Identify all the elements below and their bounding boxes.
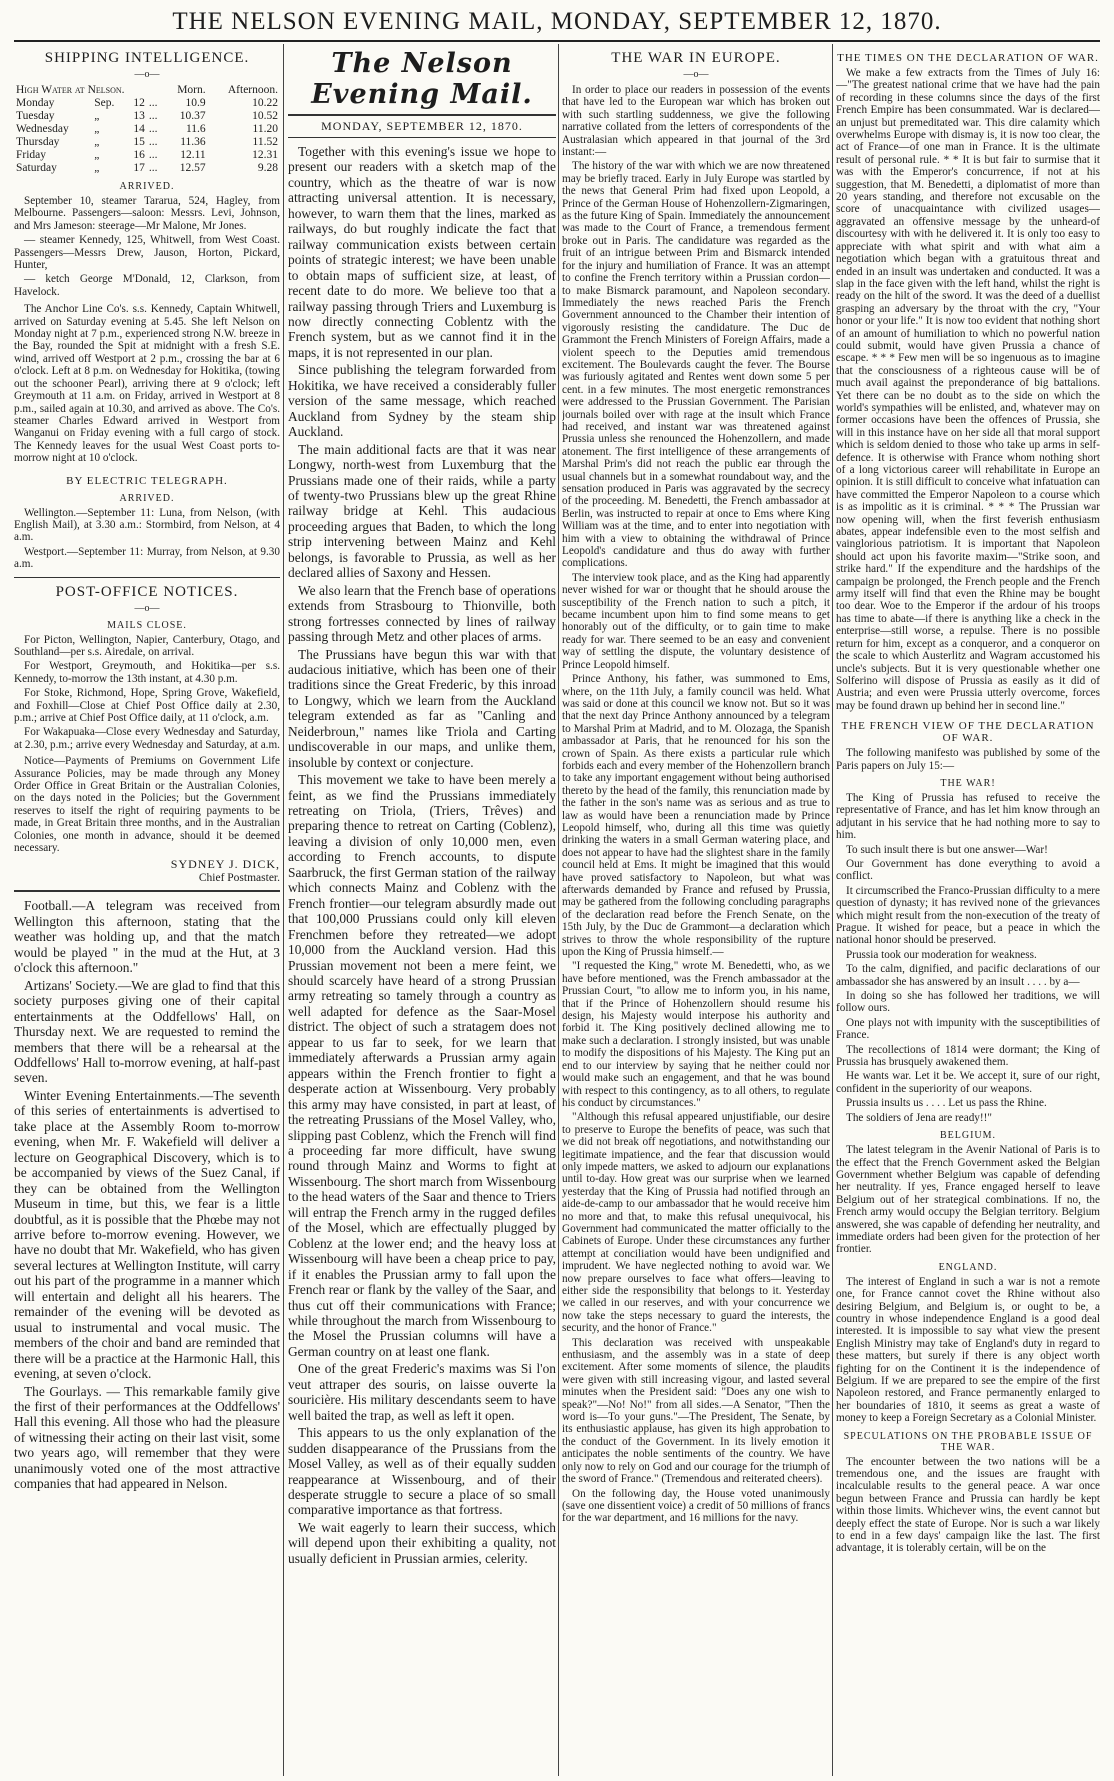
manifesto-paragraph: In doing so she has followed her traditions, we will follow ours. [836, 990, 1100, 1015]
local-news-item: Artizans' Society.—We are glad to find that this society purposes giving one of their capital entertainments at the Oddfellows' Hall, on Thursday next. We are requested to remind the members that there will be a rehearsal at the Oddfellows' Hall to-morrow evening, at half-past seven. [14, 977, 280, 1086]
arrival-item: — ketch George M'Donald, 12, Clarkson, from Havelock. [14, 273, 280, 298]
tide-month: Sep. [94, 97, 115, 109]
local-news-item: Football.—A telegram was received from Wellington this afternoon, stating that the weather was holding up, and that the match would be played " in the mud at the Hut, at 3 o'clock this afternoon." [14, 898, 280, 976]
telegraph-item: Wellington.—September 11: Luna, from Nelson, (with English Mail), at 3.30 a.m.: Stormbird, from Nelson, at 4 a.m. [14, 506, 280, 544]
speculations-heading: SPECULATIONS ON THE PROBABLE ISSUE OF THE WAR. [843, 1430, 1093, 1453]
manifesto-paragraph: The soldiers of Jena are ready!!" [846, 1111, 992, 1124]
telegraph-arrived-heading: ARRIVED. [119, 492, 175, 504]
war-paragraph: The history of the war with which we are now threatened may be briefly traced. Early in July Europe was startled by the news that General Prim had fixed upon Leopold, a Prince of the German House of Hohenzollern-Zigmaringen, as the future King of Spain. Immediately the announcement was made to the Court of France, a tremendous ferment broke out in Paris. The candidature was regarded as the fruit of an intrigue between Prim and Bismarck intended for the injury and humiliation of France. It was an attempt to confine the French territory within a Prussian cordon—to make Bismarck paramount, and Napoleon secondary. Immediately the news reached Paris the French Government announced to the Chamber their intention of vigorously resisting the candidature. The Duc de Grammont the French Ministers of Foreign Affairs, made a violent speech to the Deputies amid tremendous excitement. The Boulevards caught the fever. The Bourse was furiously agitated and Rentes went down some 5 per cent. in a few minutes. The most energetic remonstrances were addressed to the Prussian Government. The Parisian journals boiled over with rage at the insult which France had received, and instant war was threatened against Prussia unless she renounced the Hohenzollern, and made atonement. The first intelligence of these arrangements of Marshal Prim's did not reach the public ear through the usual channels but in a somewhat roundabout way, and the sensation produced in Paris was aggravated by the secrecy of the proceeding. M. Benedetti, the French ambassador at Berlin, was instructed to repair at once to Ems where King William was at the time, and to enter into negotiation with him with a view to obtaining the withdrawal of Prince Leopold's candidature and thus do away with further complications. [562, 160, 830, 570]
manifesto-paragraph: Prussia took our moderation for weakness. [846, 948, 1037, 961]
masthead: THE NELSON EVENING MAIL, MONDAY, SEPTEMBER 12, 1870. [172, 8, 942, 35]
war-paragraph: "Although this refusal appeared unjustifiable, our desire to preserve to Europe the benefits of peace, was such that we did not break off negotiations, and notwithstanding our legitimate impatience, and the fear that discussion would only impede matters, we asked to adjourn our explanations until to-day. How great was our surprise when we learned yesterday that the King of Prussia had notified through an aide-de-camp to our ambassador that he would receive him no more and that, to make this refusal unequivocal, his Government had communicated the matter officially to the Cabinets of Europe. Under these circumstances any further attempt at conciliation would have been undignified and imprudent. We have neglected nothing to avoid war. We now prepare ourselves to face what offers—leaving to either side the responsibility that belongs to it. Yesterday we called in our reserves, and with your concurrence we now take the steps necessary to guard the interests, the security, and the honor of France." [562, 1111, 830, 1335]
editorial-paragraph: This movement we take to have been merely a feint, as we find the Prussians immediately retreating on Triola, (Triers, Trêves) and preparing thence to retreat on Carting (Coblenz), leaving a division of only 10,000 men, even according to French accounts, to dispute Saarbruck, the first German station of the railway which connects Mainz and Coblenz with the French frontier—our telegram absurdly made out that 100,000 Prussians could only kill eleven Frenchmen before they retreated—we adopt 10,000 from the Auckland version. Had this Prussian movement not been a mere feint, we should scarcely have heard of a strong Prussian army retreating so tamely through a country as well adapted for defence as the Saar-Mosel district. The object of such a stratagem does not appear to us far to seek, for we learn that immediately afterwards a Prussian army again appears within the French frontier to fight a desperate action at Wissenbourg. Very probably this army may have consisted, in part at least, of the retreating Prussians of the Mosel Valley, who, slipping past Coblenz, which the French will find a proceeding far more difficult, have swung round through Mainz and Worms to fight at Wissenbourg. The short march from Wissenbourg to the head waters of the Saar and thence to Triers will entrap the French army in the rugged defiles of the Mosel, which are effectually plugged by Coblenz at the lower end; and the heavy loss at Wissenbourg will have been a cheap price to pay, if it enables the Prussian army to fall upon the French rear or flank by the valley of the Saar, and thus cut off their communications with France; while throughout the march from Wissenbourg to the Mosel the Prussian columns will have a German country on at least one flank. [288, 772, 556, 1359]
tide-morn: 11.36 [180, 136, 206, 148]
tide-morn: 10.9 [185, 97, 206, 109]
tide-date: 17 [133, 162, 145, 174]
editorial-paragraph: One of the great Frederic's maxims was Si l'on veut attraper des souris, on laisse ouverte la souricière. His military descendants seem to have well baited the trap, as well as left it open. [288, 1361, 556, 1423]
manifesto-paragraph: One plays not with impunity with the susceptibilities of France. [836, 1016, 1100, 1042]
manifesto-paragraph: He wants war. Let it be. We accept it, sure of our right, confident in the superiority of our weapons. [836, 1070, 1100, 1095]
column-1 [14, 46, 280, 1774]
tide-date: 13 [133, 110, 145, 122]
editorial-paragraph: The Prussians have begun this war with that audacious initiative, which has been one of their traditions since the Great Frederic, by this inroad to Longwy, which we learn from the Auckland telegram extended as far as "Canling and Neiderbroun," names like Triola and Carting undiscoverable in our maps, and unlike them, insoluble by context or conjecture. [288, 646, 556, 770]
tide-month: „ [94, 136, 100, 148]
tide-day: Friday [16, 149, 47, 161]
manifesto-paragraph: Our Government has done everything to avoid a conflict. [836, 857, 1100, 883]
tide-date: 15 [133, 136, 145, 148]
times-paragraph: We make a few extracts from the Times of July 16:—"The greatest national crime that we have had the pain of recording in these columns since the days of the first French Empire has been consummated. War is declared—an unjust but premeditated war. This dire calamity which overwhelms Europe with dismay is, it is now too clear, the act of France—of one man in France. It is the ultimate result of personal rule. * * It is but fair to surmise that it was with the Emperor's concurrence, if not at his suggestion, that M. Benedetti, a diplomatist of more than 20 years standing, and therefore not excusable on the score of unacquaintance with civilized usages—aggravated an offensive message by the unheard-of discourtesy with with he delivered it. It is only too easy to appreciate with what spirit and with what aim a negotiation which began with a gratuitous threat and ended in an insult was undertaken and conducted. It was a slap in the face given with the left hand, whilst the right is ready on the hilt of the sword. It was the deed of a duellist grasping an adversary by the throat with the cry, "Your honor or your life." It is now too evident that nothing short of an amount of humiliation to which no powerful nation could submit, would have given Prussia a chance of escape. * * * Few men will be so ingenuous as to imagine that the consciousness of a righteous cause will be of much avail against the preponderance of big battalions. Yet there can be no doubt as to the side on which the world's sympathies will be enlisted, and, whatever may on former occasions have been the offences of Prussia, she will in this instance have on her side all that moral support which is seldom denied to those who take up arms in self-defence. It is otherwise with France whom nothing short of a long victorious career will rehabilitate in Europe an opinion. It is still difficult to conceive what infatuation can have committed the Emperor Napoleon to a course which is as impolitic as it is criminal. * * * The Prussian war now opening will, when the first feverish enthusiasm abates, appear indefensible even to the most selfish and vainglorious patriotism. It is important that Napoleon should act upon his favorite maxim—"Strike soon, and strike hard." If the expenditure and the hardships of the campaign be prolonged, the French people and the French army itself will find that even the Rhine may be bought too dear. Woe to the Emperor if the ardour of his troops has time to abate—if there is anything like a check in the enterprise—still worse, a repulse. There is no possible return for him, except as a conqueror, and a conqueror on the scale to which Austerlitz and Wagram accustomed his uncle's subjects. But it is very questionable whether one Solferino will dispose of Prussia as easily as it did of Austria; and even were Prussia utterly overcome, forces may be found drawn up behind her in second line." [836, 67, 1100, 712]
table-row: Wednesday „ 14 ... 11.6 11.20 [16, 123, 278, 135]
editorial-paragraph: The main additional facts are that it was near Longwy, north-west from Luxemburg that the Prussians made one of their raids, while a party of twenty-two Prussians blew up the great Rhine railway bridge at Kehl. This audacious proceeding argues that Baden, to which the long strip intervening between Mainz and Kehl belongs, is favorable to Prussia, as well as her declared allies of Saxony and Hessen. [288, 441, 556, 581]
war-paragraph: "I requested the King," wrote M. Benedetti, who, as we have before mentioned, was the French ambassador at the Prussian Court, "to allow me to inform you, in his name, that if the Prince of Hohenzollern should resume his design, his Majesty would interpose his authority and forbid it. The King positively declined allowing me to make such a declaration. I strongly insisted, but was unable to modify the dispositions of his Majesty. The King put an end to our interview by saying that he neither could nor would make such an engagement, and that he was bound with respect to this contingency, as to all others, to regulate his conduct by circumstances." [562, 960, 830, 1109]
ornament: —o— [134, 602, 160, 614]
tide-morn: 12.57 [179, 162, 206, 174]
war-paragraph: On the following day, the House voted unanimously (save one dissentient voice) a credit of 50 millions of francs for the war department, and 16 millions for the navy. [562, 1487, 830, 1525]
tide-month: „ [94, 110, 100, 122]
tide-month: „ [94, 123, 100, 135]
telegraph-heading: BY ELECTRIC TELEGRAPH. [66, 474, 228, 487]
tide-month: „ [94, 149, 100, 161]
war-heading: THE WAR IN EUROPE. [611, 50, 781, 66]
tide-date: 12 [133, 97, 145, 109]
tide-date: 16 [133, 149, 145, 161]
tide-header-morn: Morn. [177, 84, 206, 96]
tide-day: Monday [16, 97, 55, 109]
post-office-heading: POST-OFFICE NOTICES. [55, 583, 239, 600]
tide-day: Wednesday [16, 123, 69, 135]
french-view-intro: The following manifesto was published by some of the Paris papers on July 15:— [836, 747, 1100, 772]
england-paragraph: The interest of England in such a war is not a remote one, for France cannot covet the Rhine without also desiring Belgium, and Belgium is, or ought to be, a country in whose independence England is a good deal interested. It is impossible to say what view the present English Ministry may take of England's duty in regard to these matters, but surely if there is any object worth fighting for on the Continent it is the independence of Belgium. If we are prepared to see the empire of the first Napoleon restored, and France permanently enlarged to her boundaries of 1810, it seems as great a waste of money to keep a Foreign Secretary as a Colonial Minister. [836, 1275, 1100, 1425]
editorial-paragraph: Since publishing the telegram forwarded from Hokitika, we have received a considerably fuller version of the same message, which reached Auckland from Sydney by the steam ship Auckland. [288, 362, 556, 440]
tide-day: Thursday [16, 136, 60, 148]
column-3 [562, 46, 830, 1774]
masthead-rule [14, 40, 1100, 42]
tide-morn: 12.11 [180, 149, 206, 161]
tide-aft: 10.52 [252, 110, 278, 122]
table-row: Tuesday „ 13 ... 10.37 10.52 [16, 110, 278, 122]
mails-close-heading: MAILS CLOSE. [107, 619, 187, 631]
telegraph-item: Westport.—September 11: Murray, from Nelson, at 9.30 a.m. [14, 545, 280, 571]
shipping-report: The Anchor Line Co's. s.s. Kennedy, Captain Whitwell, arrived on Saturday evening at 5.45. She left Nelson on Monday night at 7 p.m., experienced strong N.W. breeze in the Bay, rounded the Spit at midnight with a fresh S.E. wind, arrived off Westport at 2 p.m., crossing the bar at 6 o'clock. Left at 8 p.m. on Wednesday for Hokitika, (towing out the schooner Pearl), arriving there at 9 o'clock; left Greymouth at 11 a.m. on Friday, arrived in Westport at 8 p.m., sailed again at 10.30, and arrived as above. The Co's. steamer Charles Edward arrived in Westport from Wanganui on Friday evening with a full cargo of stock. The Kennedy leaves for the usual West Coast ports to-morrow night at 10 o'clock. [14, 303, 280, 465]
signature-title: Chief Postmaster. [198, 872, 280, 885]
editorial-paragraph: We also learn that the French base of operations extends from Strasbourg to Thionville, both strong fortresses connected by lines of railway passing through Metz and other places of arms. [288, 582, 556, 645]
signature: SYDNEY J. DICK, [170, 857, 280, 872]
tide-aft: 11.20 [252, 123, 278, 135]
belgium-heading: BELGIUM. [939, 1130, 997, 1142]
manifesto-paragraph: The King of Prussia has refused to receive the representative of France, and has let him know through an adjutant in his service that he had nothing more to say to him. [836, 791, 1100, 842]
editorial-paragraph: Together with this evening's issue we hope to present our readers with a sketch map of the country, which as the theatre of war is now attracting universal attention. It is necessary, however, to warn them that the lines, marked as railways, do but roughly indicate the fact that railway communication exists between certain points of strategic interest; we have been unable to obtain maps of sufficient size, at least, of recent date to do more. We believe too that a railway passing through Triers and Luxemburg is now directly connecting Coblentz with the French system, but as we cannot find it in the maps, it is not represented in our plan. [288, 144, 556, 360]
war-paragraph: Prince Anthony, his father, was summoned to Ems, where, on the 11th July, a family council was held. What was said or done at this council we know not. But so it was that the next day Prince Anthony announced by a telegram to Marshal Prim at Madrid, and to M. Olozaga, the Spanish ambassador at Paris, that he renounced for his son the crown of Spain. As there exists a particular rule which forbids each and every member of the Hohenzollern branch to take any important engagement without being authorised thereto by the head of the family, this renunciation made by the father in the son's name was as serious and as true to law as would have been a renunciation made by Prince Leopold himself, who, during all this time was quietly drinking the waters in a small German watering place, and does not appear to have had the slightest share in the family council held at Ems. It might be imagined that this would have proved satisfactory to Napoleon, but what was afterwards demanded by France and refused by Prussia, may be gathered from the following concluding paragraphs of the declaration read before the French Senate, on the 15th July, by the Duc de Grammont—a declaration which strives to throw the whole responsibility of the rupture upon the King of Prussia himself.— [562, 673, 830, 959]
tide-header-aft: Afternoon. [227, 84, 278, 96]
manifesto-paragraph: It circumscribed the Franco-Prussian difficulty to a mere question of dynasty; it has revived none of the grievances which might result from the non-execution of the treaty of Prague. It wished for peace, but a peace in which the national honor should be preserved. [836, 884, 1100, 947]
tide-month: „ [94, 162, 100, 174]
shipping-heading: SHIPPING INTELLIGENCE. [44, 50, 250, 66]
editorial-dateline: MONDAY, SEPTEMBER 12, 1870. [288, 114, 556, 138]
war-paragraph: The interview took place, and as the King had apparently never wished for war or thought that he should arouse the susceptibility of the French nation to such a pitch, it became incumbent upon him to find some means to get honorably out of the difficulty, or to gain time to make ready for war. There seemed to be an easy and convenient way of settling the dispute, the voluntary desistence of Prince Leopold himself. [562, 571, 830, 671]
mail-item: For Stoke, Richmond, Hope, Spring Grove, Wakefield, and Foxhill—Close at Chief Post Office daily at 2.30, p.m.; arrive at Chief Post Office daily, at 11 o'clock, a.m. [14, 687, 280, 724]
paper-title: The Nelson Evening Mail. [311, 48, 533, 110]
war-paragraph: In order to place our readers in possession of the events that have led to the European war which has broken out with such startling suddenness, we give the following narrative collated from the letters of correspondents of the Australasian which appeared in that journal of the 3rd instant:— [562, 84, 830, 159]
belgium-paragraph: The latest telegram in the Avenir National of Paris is to the effect that the French Government asked the Belgian Government whether Belgium was capable of defending her neutrality. If yes, France engaged herself to leave Belgium out of her strategical combinations. If no, the French army would occupy the Belgian territory. Belgium answered, she was capable of defending her neutrality, and immediate orders had been given for the protection of her frontier. [836, 1144, 1100, 1256]
tide-morn: 10.37 [179, 110, 206, 122]
tide-morn: 11.6 [185, 123, 206, 135]
war-paragraph: This declaration was received with unspeakable enthusiasm, and the assembly was in a state of deep excitement. After some moments of silence, the plaudits were given with still increasing vigour, and lasted several minutes when the President said: "Does any one wish to speak?"—No! No!" from all sides.—A Senator, "Then the word is—To your guns."—The President, The Senate, by its enthusiastic applause, has given its high approbation to the conduct of the Government. In its lively emotion it anticipates the noble sentiments of the country. We have only now to rely on God and our courage for the triumph of the sword of France." (Tremendous and reiterated cheers). [562, 1336, 830, 1486]
arrival-item: September 10, steamer Tararua, 524, Hagley, from Melbourne. Passengers—saloon: Messrs. Levi, Johnson, and Mrs Jameson: steerage—Mr Malone, Mr Jones. [14, 195, 280, 232]
insurance-notice: Notice—Payments of Premiums on Government Life Assurance Policies, may be made through any Money Order Office in Great Britain or the Australian Colonies, on the days noted in the Policies; but the Government reserves to itself the right of requiring payments to be made, in Great Britain three months, and in the Australian Colonies, one month in advance, should it be deemed necessary. [14, 755, 280, 855]
times-heading: THE TIMES ON THE DECLARATION OF WAR. [837, 52, 1099, 64]
table-row: Friday „ 16 ... 12.11 12.31 [16, 149, 278, 161]
tide-aft: 11.52 [252, 136, 278, 148]
tide-aft: 10.22 [252, 97, 278, 109]
column-4 [836, 46, 1100, 1774]
tide-aft: 9.28 [257, 162, 278, 174]
table-row: Monday Sep. 12 ... 10.9 10.22 [16, 97, 278, 109]
manifesto-paragraph: Prussia insults us . . . . Let us pass the Rhine. [846, 1097, 1047, 1110]
tide-header-label: High Water at Nelson. [16, 84, 125, 96]
manifesto-paragraph: To the calm, dignified, and pacific declarations of our ambassador she has answered by an insult . . . . by a— [836, 963, 1100, 988]
column-2 [288, 46, 556, 1774]
column-divider [283, 44, 284, 1776]
ornament: —o— [134, 69, 160, 80]
mail-item: For Wakapuaka—Close every Wednesday and Saturday, at 2.30, p.m.; arrive every Wednesday and Saturday, at a.m. [14, 726, 280, 751]
column-divider [832, 44, 833, 1776]
manifesto-title: THE WAR! [940, 777, 996, 789]
tide-aft: 12.31 [252, 149, 278, 161]
local-news-item: The Gourlays. — This remarkable family give the first of their performances at the Oddfellows' Hall this evening. All those who had the pleasure of witnessing their acting on their last visit, some two years ago, will remember that they were unanimously voted one of the most attractive companies that had appeared in Nelson. [14, 1383, 280, 1492]
england-heading: ENGLAND. [938, 1261, 998, 1273]
tide-date: 14 [133, 123, 145, 135]
editorial-paragraph: We wait eagerly to learn their success, which will depend upon their exhibiting a quality, not usually deficient in Prussian armies, celerity. [288, 1519, 556, 1566]
arrived-heading: ARRIVED. [119, 181, 175, 192]
tide-day: Tuesday [16, 110, 55, 122]
tide-day: Saturday [16, 162, 57, 174]
local-news-item: Winter Evening Entertainments.—The seventh of this series of entertainments is advertised to take place at the Assembly Room to-morrow evening, when Mr. F. Wakefield will deliver a lecture on Geographical Discovery, which is to be accompanied by views of the Suez Canal, if they can be obtained from the Wellington Museum in time, but this, we fear is a little doubtful, as it is possible that the Phœbe may not arrive before to-morrow evening. However, we have no doubt that Mr. Wakefield, who has given several lectures at Wellington Institute, will carry out his part of the programme in a manner which will entertain and delight all his hearers. The remainder of the evening will be devoted as usual to instrumental and vocal music. The members of the choir and band are reminded that there will be a practice at the Harmonic Hall, this evening, at seven o'clock. [14, 1087, 280, 1382]
tide-table [14, 84, 280, 175]
ornament: —o— [683, 69, 709, 80]
speculations-paragraph: The encounter between the two nations will be a tremendous one, and the issues are fraught with incalculable results to the general peace. A war once begun between France and Prussia can hardly be kept within those limits. Whichever wins, the event cannot but deeply effect the state of Europe. Nor is such a war likely to end in a few days' campaign like the last. The first advantage, it is tolerably certain, will be on the [836, 1455, 1100, 1555]
manifesto-paragraph: The recollections of 1814 were dormant; the King of Prussia has brusquely awakened them. [836, 1043, 1100, 1069]
mail-item: For Picton, Wellington, Napier, Canterbury, Otago, and Southland—per s.s. Airedale, on arrival. [14, 633, 280, 658]
arrival-item: — steamer Kennedy, 125, Whitwell, from West Coast. Passengers—Messrs Drew, Jauson, Horton, Pickard, Hunter, [14, 234, 280, 272]
mail-item: For Westport, Greymouth, and Hokitika—per s.s. Kennedy, to-morrow the 13th instant, at 4.30 p.m. [14, 660, 280, 685]
editorial-paragraph: This appears to us the only explanation of the sudden disappearance of the Prussians from the Mosel Valley, as well as of their equally sudden reappearance at Wissenbourg, and of their desperate struggle to secure a place of so small comparative importance as that fortress. [288, 1425, 556, 1518]
french-view-heading: THE FRENCH VIEW OF THE DECLARATION OF WAR. [841, 720, 1095, 745]
table-row: Thursday „ 15 ... 11.36 11.52 [16, 136, 278, 148]
column-divider [558, 44, 559, 1776]
table-row: Saturday „ 17 ... 12.57 9.28 [16, 162, 278, 174]
manifesto-paragraph: To such insult there is but one answer—War! [846, 843, 1048, 856]
